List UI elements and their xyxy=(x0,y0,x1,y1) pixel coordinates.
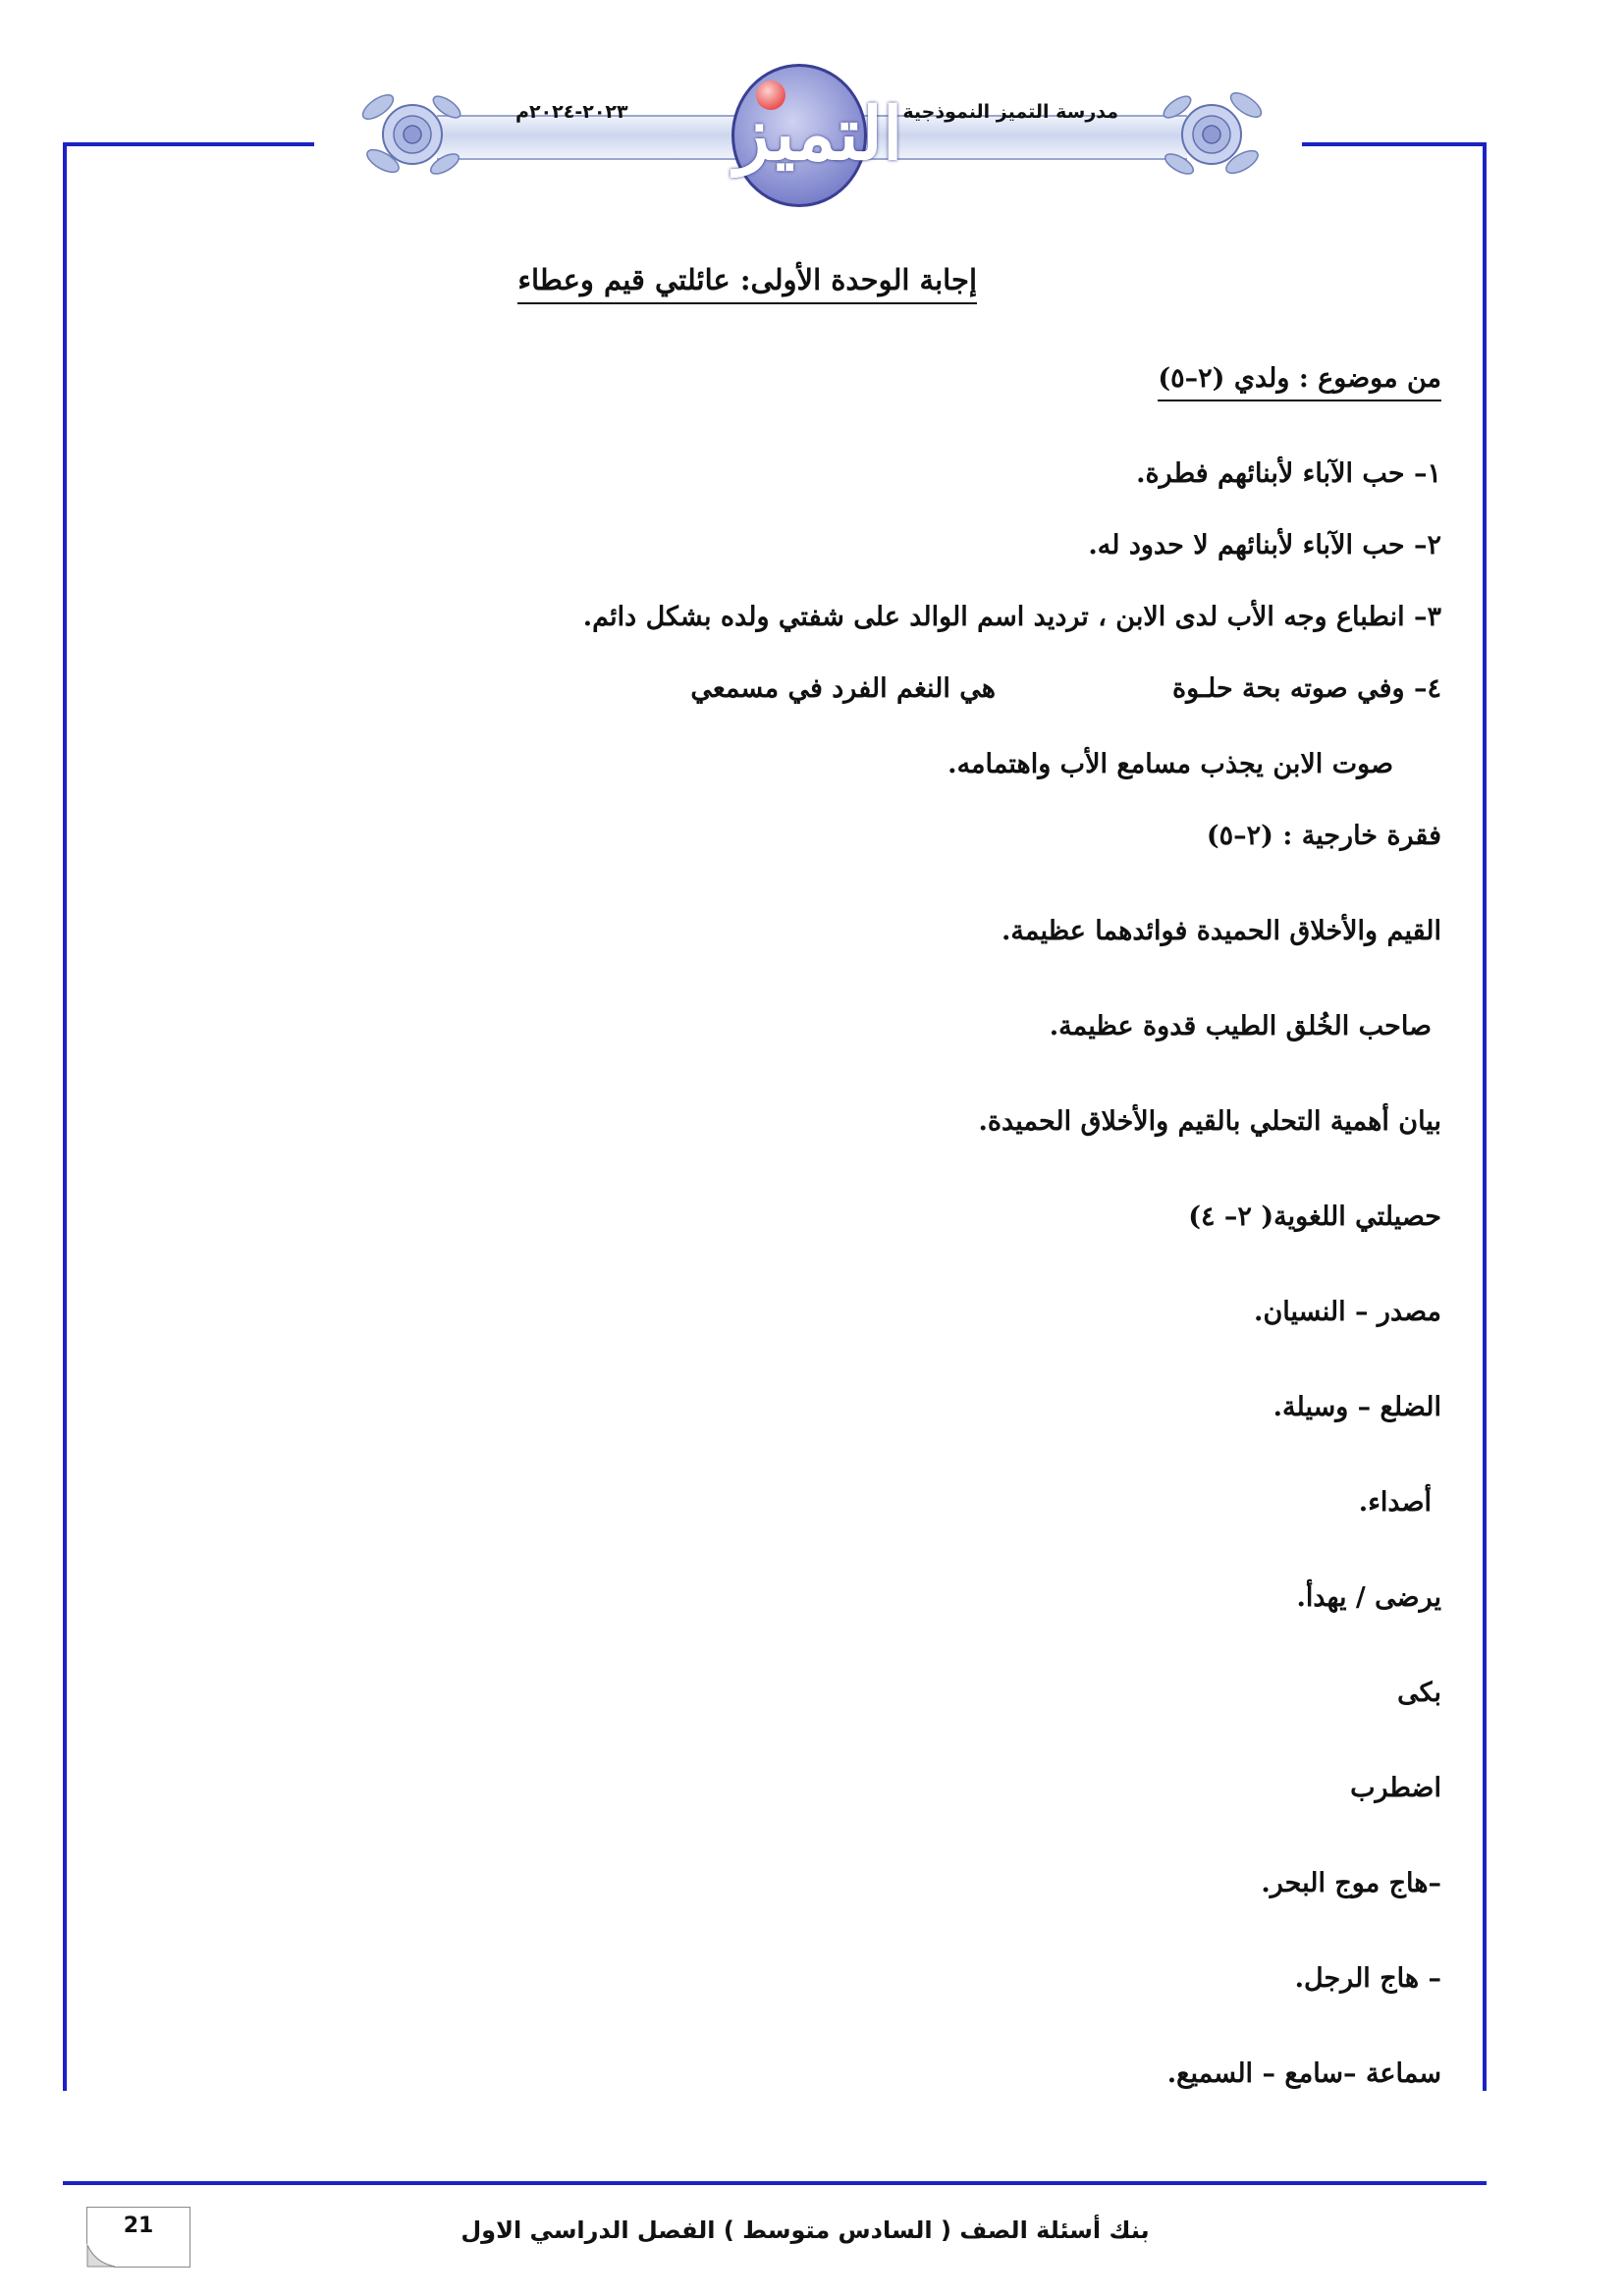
page-number: 21 xyxy=(123,2214,154,2238)
section-heading-external: فقرة خارجية : (٢–٥) xyxy=(1206,821,1441,851)
section-heading-topic: من موضوع : ولدي (٢–٥) xyxy=(1158,363,1441,395)
answer-line: ٣– انطباع وجه الأب لدى الابن ، ترديد اسم الوالد على شفتي ولده بشكل دائم. xyxy=(582,602,1441,632)
page-title: إجابة الوحدة الأولى: عائلتي قيم وعطاء xyxy=(545,263,977,296)
school-logo xyxy=(731,64,903,207)
section-heading-vocabulary: حصيلتي اللغوية( ٢– ٤) xyxy=(1188,1201,1441,1232)
answer-line: صاحب الخُلق الطيب قدوة عظيمة. xyxy=(1049,1011,1432,1041)
frame-right xyxy=(1483,142,1487,2091)
answer-line: اضطرب xyxy=(1350,1773,1441,1803)
frame-top-left xyxy=(63,142,314,146)
frame-bottom xyxy=(63,2181,1487,2185)
poem-line-first: ٤– وفي صوته بحة حلـوة xyxy=(1172,673,1441,704)
answer-line: أصداء. xyxy=(1358,1487,1432,1518)
answer-line: صوت الابن يجذب مسامع الأب واهتمامه. xyxy=(947,749,1393,779)
poem-line-second: هي النغم الفرد في مسمعي xyxy=(690,673,996,704)
flower-right-icon xyxy=(1158,78,1266,186)
logo-text: التميز xyxy=(734,92,903,177)
answer-line: – هاج الرجل. xyxy=(1294,1963,1441,1994)
school-name: مدرسة التميز النموذجية xyxy=(902,101,1118,123)
answer-line: مصدر – النسيان. xyxy=(1254,1297,1441,1327)
header-banner xyxy=(358,64,1266,211)
page-number-box xyxy=(86,2207,190,2268)
answer-line: بيان أهمية التحلي بالقيم والأخلاق الحميدة. xyxy=(978,1106,1441,1137)
answer-line: سماعة –سامع – السميع. xyxy=(1166,2058,1441,2089)
frame-top-right xyxy=(1302,142,1487,146)
answer-line: بكى xyxy=(1397,1678,1441,1708)
footer-text: بنك أسئلة الصف ( السادس متوسط ) الفصل الدراسي الاول xyxy=(460,2216,1150,2244)
frame-left xyxy=(63,142,67,2091)
answer-line: القيم والأخلاق الحميدة فوائدهما عظيمة. xyxy=(1001,916,1441,946)
answer-line: ١– حب الآباء لأبنائهم فطرة. xyxy=(1136,458,1441,489)
flower-left-icon xyxy=(358,78,466,186)
answer-line: –هاج موج البحر. xyxy=(1261,1868,1441,1898)
page-curl-icon xyxy=(85,2243,115,2269)
answer-line: الضلع – وسيلة. xyxy=(1272,1392,1441,1422)
answer-line: يرضى / يهدأ. xyxy=(1296,1582,1441,1613)
answer-line: ٢– حب الآباء لأبنائهم لا حدود له. xyxy=(1088,530,1441,561)
school-year: ٢٠٢٣-٢٠٢٤م xyxy=(515,101,628,123)
